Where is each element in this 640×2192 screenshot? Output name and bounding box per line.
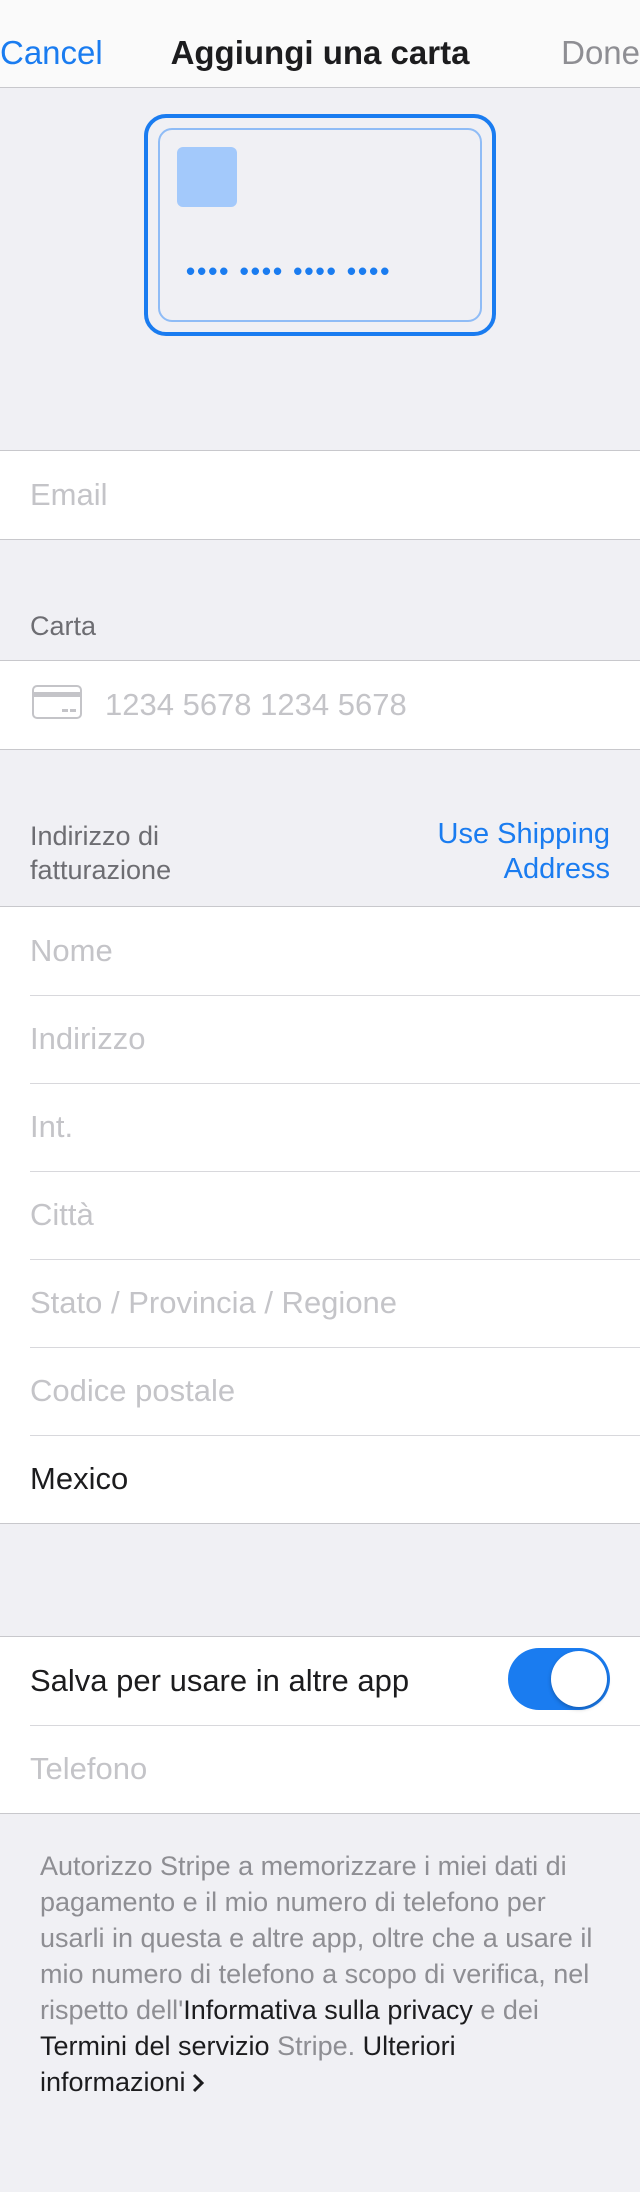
use-shipping-line2: Address [503,853,610,885]
billing-label-line1: Indirizzo di [30,821,160,851]
phone-field[interactable] [0,1725,640,1813]
email-placeholder: Email [30,477,108,512]
card-preview [144,114,496,336]
billing-label-line2: fatturazione [30,855,172,885]
card-preview-inner [158,128,482,322]
card-section-label: Carta [30,611,97,641]
use-shipping-line1: Use Shipping [437,818,610,850]
navigation-bar [0,0,640,88]
city-field[interactable] [0,1171,640,1259]
save-label: Salva per usare in altre app [30,1663,410,1698]
disclaimer-part3: Stripe. [269,2031,363,2061]
card-number-mask: •••• •••• •••• •••• [186,256,392,286]
billing-section-label [30,819,171,887]
card-chip-icon [177,147,237,207]
done-button[interactable]: Done [561,34,640,71]
cancel-button[interactable]: Cancel [0,34,103,71]
card-number-placeholder: 1234 5678 1234 5678 [105,687,407,722]
country-field[interactable] [0,1435,640,1523]
credit-card-icon [32,685,82,719]
save-toggle[interactable] [508,1648,610,1710]
name-field[interactable] [0,907,640,995]
country-value: Mexico [30,1461,129,1496]
disclaimer-text [40,1848,600,2100]
postal-code-field[interactable] [0,1347,640,1435]
state-field[interactable] [0,1259,640,1347]
email-field[interactable] [0,451,640,539]
email-group [0,450,640,540]
apartment-placeholder: Int. [30,1109,74,1144]
terms-of-service-link[interactable]: Termini del servizio [40,2031,270,2061]
disclaimer-part1: Autorizzo Stripe a memorizzare i miei dati di pagamento e il mio numero di telefono per usarli in questa e altre app, oltre che a usare il mio numero di telefono a scopo di verifica, nel rispetto dell' [40,1851,593,2025]
billing-address-group [0,906,640,1524]
apartment-field[interactable] [0,1083,640,1171]
disclaimer-part2: e dei [472,1995,539,2025]
chevron-right-icon [190,2073,206,2093]
postal-code-placeholder: Codice postale [30,1373,236,1408]
state-placeholder: Stato / Provincia / Regione [30,1285,398,1320]
use-shipping-address-button[interactable] [390,817,610,887]
address-placeholder: Indirizzo [30,1021,146,1056]
city-placeholder: Città [30,1197,94,1232]
learn-more-label: Ulteriori informazioni [40,2031,456,2097]
page-title: Aggiungi una carta [170,34,470,71]
address-field[interactable] [0,995,640,1083]
privacy-policy-link[interactable]: Informativa sulla privacy [183,1995,473,2025]
toggle-knob [551,1651,607,1707]
card-number-field[interactable] [0,661,640,749]
phone-placeholder: Telefono [30,1751,148,1786]
name-placeholder: Nome [30,933,113,968]
card-group [0,660,640,750]
